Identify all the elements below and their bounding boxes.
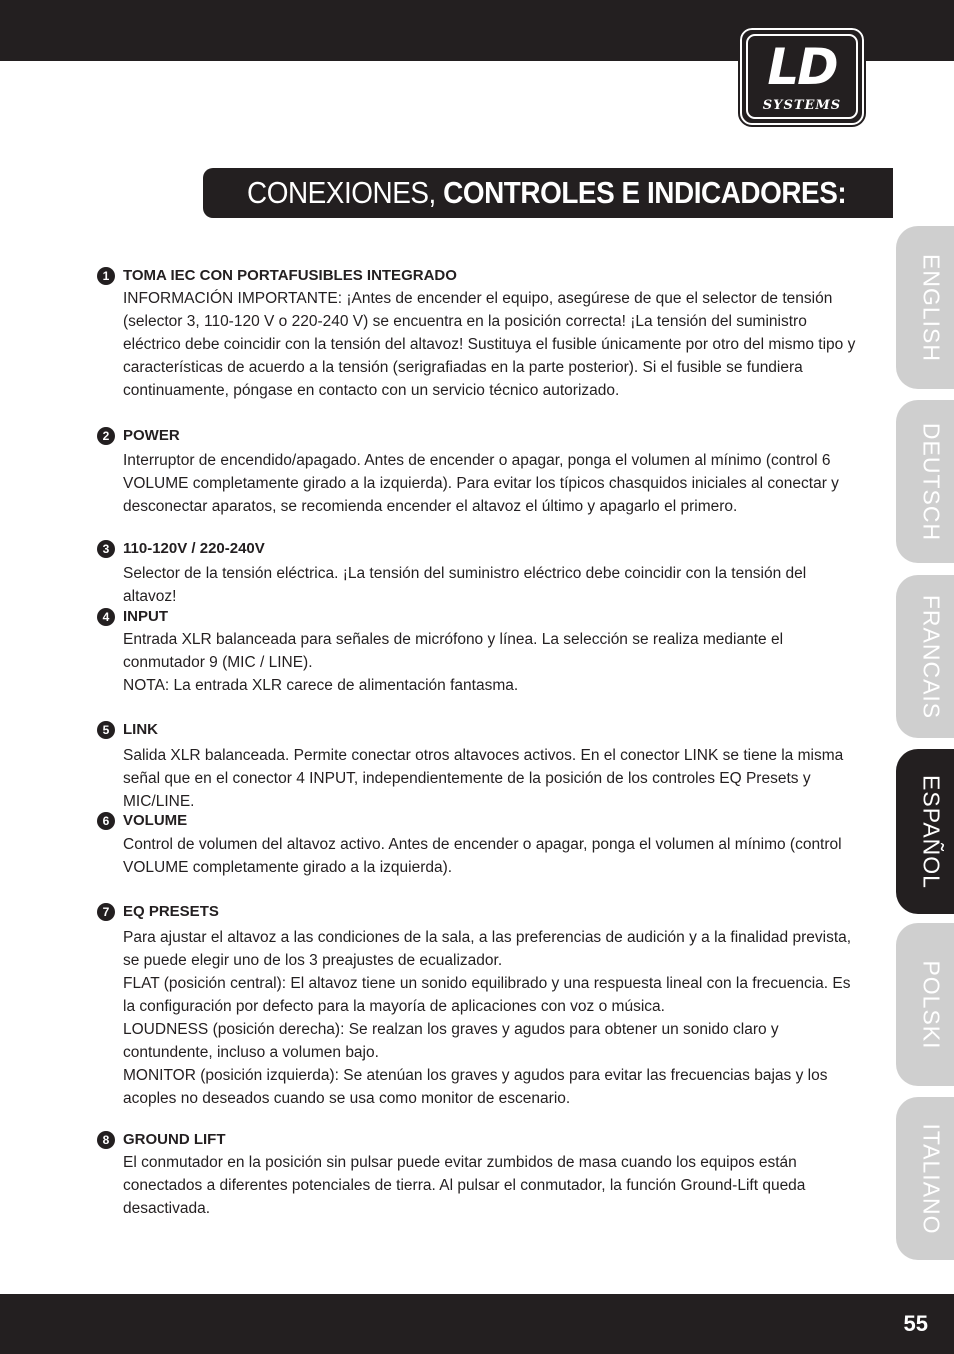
section-body [123,744,863,813]
bottom-bar [0,1294,954,1354]
section-number-badge: 3 [97,540,115,558]
section-title: INPUT [123,608,168,625]
section-title: POWER [123,427,180,444]
page-title-light: CONEXIONES, [247,175,444,210]
section-paragraph: Salida XLR balanceada. Permite conectar otros altavoces activos. En el conector LINK se tiene la misma señal que en el conector 4 INPUT, independientemente de la posición de los controles EQ Presets y MIC/LINE. [123,747,844,810]
tab-italiano-label: ITALIANO [918,1122,945,1235]
tab-francais-label: FRANCAIS [918,594,945,719]
section-title: LINK [123,721,158,738]
section-body [123,926,863,1110]
section-body [123,287,863,402]
tab-english[interactable] [896,226,954,389]
ld-systems-logo [740,28,864,125]
tab-italiano[interactable] [896,1097,954,1260]
section-paragraph: NOTA: La entrada XLR carece de alimentación fantasma. [123,677,519,694]
logo-frame [746,34,858,119]
tab-espanol-label: ESPAÑOL [918,774,945,889]
tab-francais[interactable] [896,575,954,738]
section-title: TOMA IEC CON PORTAFUSIBLES INTEGRADO [123,267,457,284]
page-title-bold: CONTROLES E INDICADORES: [443,175,847,210]
section-paragraph: FLAT (posición central): El altavoz tiene un sonido equilibrado y una respuesta lineal con la frecuencia. Es la configuración por defecto para la mayoría de aplicaciones con voz o música. [123,975,851,1015]
section-body [123,628,863,697]
section-paragraph: LOUDNESS (posición derecha): Se realzan los graves y agudos para obtener un sonido claro y contundente, incluso a volumen bajo. [123,1021,779,1061]
section-number-badge: 6 [97,812,115,830]
logo-sub-text: SYSTEMS [762,98,842,113]
section-paragraph: INFORMACIÓN IMPORTANTE: ¡Antes de encender el equipo, asegúrese de que el selector de tensión (selector 3, 110-120 V o 220-240 V) se encuentra en la posición correcta! ¡La tensión del suministro eléctrico debe coincidir con la tensión del altavoz! Sustituya el fusible únicamente por otro del mismo tipo y características de acuerdo a la tensión (serigrafiadas en la parte posterior). Si el fusible se fundiera continuamente, póngase en contacto con un servicio técnico autorizado. [123,290,856,399]
tab-polski-label: POLSKI [918,959,945,1050]
section-number-badge: 8 [97,1131,115,1149]
tab-espanol[interactable] [896,749,954,914]
tab-deutsch-label: DEUTSCH [918,422,945,541]
section-body [123,833,863,879]
page-title [247,172,846,214]
tab-english-label: ENGLISH [918,253,945,362]
section-number-badge: 2 [97,427,115,445]
section-number-badge: 7 [97,903,115,921]
section-title: EQ PRESETS [123,903,219,920]
section-paragraph: Selector de la tensión eléctrica. ¡La tensión del suministro eléctrico debe coincidir con la tensión del altavoz! [123,565,807,605]
section-body [123,449,863,518]
section-paragraph: Control de volumen del altavoz activo. Antes de encender o apagar, ponga el volumen al mínimo (control VOLUME completamente girado a la izquierda). [123,836,842,876]
logo-main-text: LD [767,38,837,96]
section-title: VOLUME [123,812,188,829]
section-number-badge: 5 [97,721,115,739]
section-paragraph: Para ajustar el altavoz a las condiciones de la sala, a las preferencias de audición y a la finalidad prevista, se puede elegir uno de los 3 preajustes de ecualizador. [123,929,852,969]
section-body [123,1151,863,1220]
section-title: GROUND LIFT [123,1131,226,1148]
section-title-bar [203,168,893,218]
section-body [123,562,863,608]
section-title: 110-120V / 220-240V [123,540,265,557]
tab-deutsch[interactable] [896,400,954,563]
section-number-badge: 1 [97,267,115,285]
section-paragraph: Interruptor de encendido/apagado. Antes de encender o apagar, ponga el volumen al mínimo (control 6 VOLUME completamente girado a la izquierda). Para evitar los típicos chasquidos iniciales al conectar y desconectar aparatos, se recomienda encender el altavoz el último y apagarlo el primero. [123,452,839,515]
tab-polski[interactable] [896,923,954,1086]
page-number: 55 [903,1311,928,1336]
section-paragraph: El conmutador en la posición sin pulsar puede evitar zumbidos de masa cuando los equipos están conectados a diferentes potenciales de tierra. Al pulsar el conmutador, la función Ground-Lift queda desactivada. [123,1154,806,1217]
section-paragraph: Entrada XLR balanceada para señales de micrófono y línea. La selección se realiza mediante el conmutador 9 (MIC / LINE). [123,631,784,671]
section-number-badge: 4 [97,608,115,626]
section-paragraph: MONITOR (posición izquierda): Se atenúan los graves y agudos para evitar las frecuencias bajas y los acoples no deseados cuando se usa como monitor de escenario. [123,1067,828,1107]
